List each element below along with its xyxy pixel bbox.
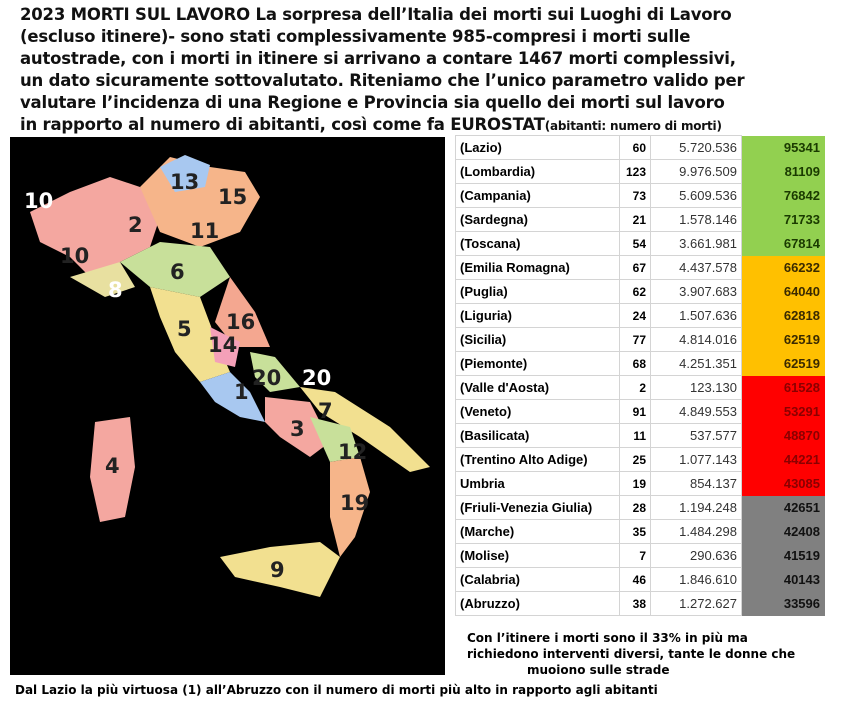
- italy-map: [10, 137, 445, 675]
- headline-text: in rapporto al numero di abitanti, così come fa EUROSTAT: [20, 115, 545, 134]
- map-label: 10: [24, 189, 54, 213]
- map-label: 2: [128, 213, 143, 237]
- table-row: [456, 472, 825, 496]
- map-label: 10: [60, 244, 90, 268]
- ratio-cell: 61528: [742, 376, 825, 400]
- ratio-cell: 62519: [742, 328, 825, 352]
- headline: [20, 4, 744, 137]
- ratio-cell: 67814: [742, 232, 825, 256]
- map-label: 14: [208, 333, 238, 357]
- population-cell: 4.437.578: [651, 256, 742, 280]
- population-cell: 3.907.683: [651, 280, 742, 304]
- ranking-table: [455, 135, 825, 616]
- deaths-cell: 123: [620, 160, 651, 184]
- table-row: [456, 544, 825, 568]
- map-label: 8: [108, 278, 123, 302]
- map-label: 13: [170, 170, 200, 194]
- table-row: [456, 568, 825, 592]
- deaths-cell: 24: [620, 304, 651, 328]
- population-cell: 5.609.536: [651, 184, 742, 208]
- ratio-cell: 71733: [742, 208, 825, 232]
- ratio-cell: 41519: [742, 544, 825, 568]
- region-cell: (Calabria): [456, 568, 620, 592]
- region-cell: (Trentino Alto Adige): [456, 448, 620, 472]
- ratio-cell: 42651: [742, 496, 825, 520]
- population-cell: 4.849.553: [651, 400, 742, 424]
- deaths-cell: 77: [620, 328, 651, 352]
- map-label: 16: [226, 310, 256, 334]
- map-label: 20: [252, 366, 282, 390]
- population-cell: 854.137: [651, 472, 742, 496]
- region-cell: (Emilia Romagna): [456, 256, 620, 280]
- map-label: 7: [318, 399, 333, 423]
- ratio-cell: 76842: [742, 184, 825, 208]
- table-row: [456, 496, 825, 520]
- table-row: [456, 424, 825, 448]
- population-cell: 9.976.509: [651, 160, 742, 184]
- table-row: [456, 328, 825, 352]
- footer-caption: Dal Lazio la più virtuosa (1) all’Abruzzo con il numero di morti più alto in rapporto agli abitanti: [15, 683, 658, 697]
- region-cell: (Molise): [456, 544, 620, 568]
- region-cell: (Abruzzo): [456, 592, 620, 616]
- table-row: [456, 208, 825, 232]
- headline-suffix: (abitanti: numero di morti): [544, 119, 722, 133]
- region-cell: (Liguria): [456, 304, 620, 328]
- population-cell: 1.077.143: [651, 448, 742, 472]
- region-cell: (Piemonte): [456, 352, 620, 376]
- headline-line: [20, 114, 744, 137]
- table-row: [456, 160, 825, 184]
- deaths-cell: 62: [620, 280, 651, 304]
- deaths-cell: 11: [620, 424, 651, 448]
- deaths-cell: 60: [620, 136, 651, 160]
- ratio-cell: 53291: [742, 400, 825, 424]
- deaths-cell: 25: [620, 448, 651, 472]
- population-cell: 290.636: [651, 544, 742, 568]
- ratio-cell: 40143: [742, 568, 825, 592]
- region-cell: (Sardegna): [456, 208, 620, 232]
- deaths-cell: 91: [620, 400, 651, 424]
- population-cell: 1.846.610: [651, 568, 742, 592]
- deaths-cell: 73: [620, 184, 651, 208]
- table-row: [456, 184, 825, 208]
- deaths-cell: 28: [620, 496, 651, 520]
- headline-line: 2023 MORTI SUL LAVORO La sorpresa dell’Italia dei morti sui Luoghi di Lavoro: [20, 5, 732, 24]
- population-cell: 1.272.627: [651, 592, 742, 616]
- map-label: 19: [340, 491, 370, 515]
- deaths-cell: 7: [620, 544, 651, 568]
- ratio-cell: 43085: [742, 472, 825, 496]
- region-cell: (Friuli-Venezia Giulia): [456, 496, 620, 520]
- ratio-cell: 62519: [742, 352, 825, 376]
- map-label: 11: [190, 219, 220, 243]
- ratio-cell: 62818: [742, 304, 825, 328]
- note-line: richiedono interventi diversi, tante le donne che: [467, 647, 796, 661]
- table-row: [456, 448, 825, 472]
- population-cell: 3.661.981: [651, 232, 742, 256]
- deaths-cell: 38: [620, 592, 651, 616]
- map-label: 5: [177, 317, 192, 341]
- ratio-cell: 66232: [742, 256, 825, 280]
- map-label: 3: [290, 417, 305, 441]
- ratio-cell: 64040: [742, 280, 825, 304]
- population-cell: 4.814.016: [651, 328, 742, 352]
- region-cell: (Campania): [456, 184, 620, 208]
- deaths-cell: 19: [620, 472, 651, 496]
- region-cell: (Sicilia): [456, 328, 620, 352]
- deaths-cell: 67: [620, 256, 651, 280]
- table-row: [456, 256, 825, 280]
- population-cell: 123.130: [651, 376, 742, 400]
- ratio-cell: 95341: [742, 136, 825, 160]
- region-cell: (Basilicata): [456, 424, 620, 448]
- region-cell: Umbria: [456, 472, 620, 496]
- population-cell: 1.484.298: [651, 520, 742, 544]
- italy-map-shapes: [10, 137, 445, 675]
- population-cell: 537.577: [651, 424, 742, 448]
- table-row: [456, 304, 825, 328]
- table-row: [456, 376, 825, 400]
- table-row: [456, 520, 825, 544]
- itinere-note: [467, 630, 795, 678]
- population-cell: 5.720.536: [651, 136, 742, 160]
- region-cell: (Lazio): [456, 136, 620, 160]
- ratio-cell: 44221: [742, 448, 825, 472]
- ratio-cell: 81109: [742, 160, 825, 184]
- table-row: [456, 136, 825, 160]
- population-cell: 4.251.351: [651, 352, 742, 376]
- region-cell: (Marche): [456, 520, 620, 544]
- region-cell: (Veneto): [456, 400, 620, 424]
- population-cell: 1.578.146: [651, 208, 742, 232]
- headline-line: (escluso itinere)- sono stati complessivamente 985-compresi i morti sulle: [20, 27, 691, 46]
- map-label: 1: [234, 380, 249, 404]
- table-row: [456, 352, 825, 376]
- map-label: 4: [105, 454, 120, 478]
- population-cell: 1.507.636: [651, 304, 742, 328]
- ratio-cell: 33596: [742, 592, 825, 616]
- ratio-cell: 48870: [742, 424, 825, 448]
- ratio-cell: 42408: [742, 520, 825, 544]
- map-label: 12: [338, 440, 368, 464]
- deaths-cell: 35: [620, 520, 651, 544]
- population-cell: 1.194.248: [651, 496, 742, 520]
- region-cell: (Valle d'Aosta): [456, 376, 620, 400]
- headline-line: un dato sicuramente sottovalutato. Riteniamo che l’unico parametro valido per: [20, 71, 745, 90]
- table-row: [456, 232, 825, 256]
- headline-line: autostrade, con i morti in itinere si arrivano a contare 1467 morti complessivi,: [20, 49, 736, 68]
- table-row: [456, 280, 825, 304]
- map-label: 15: [218, 185, 248, 209]
- deaths-cell: 68: [620, 352, 651, 376]
- region-cell: (Lombardia): [456, 160, 620, 184]
- deaths-cell: 21: [620, 208, 651, 232]
- deaths-cell: 2: [620, 376, 651, 400]
- deaths-cell: 46: [620, 568, 651, 592]
- region-cell: (Puglia): [456, 280, 620, 304]
- map-label: 20: [302, 366, 332, 390]
- table-row: [456, 592, 825, 616]
- note-line: muoiono sulle strade: [527, 663, 670, 677]
- headline-line: valutare l’incidenza di una Regione e Provincia sia quello dei morti sul lavoro: [20, 93, 725, 112]
- map-label: 9: [270, 558, 285, 582]
- map-label: 6: [170, 260, 185, 284]
- table-row: [456, 400, 825, 424]
- region-cell: (Toscana): [456, 232, 620, 256]
- note-line: Con l’itinere i morti sono il 33% in più ma: [467, 631, 748, 645]
- deaths-cell: 54: [620, 232, 651, 256]
